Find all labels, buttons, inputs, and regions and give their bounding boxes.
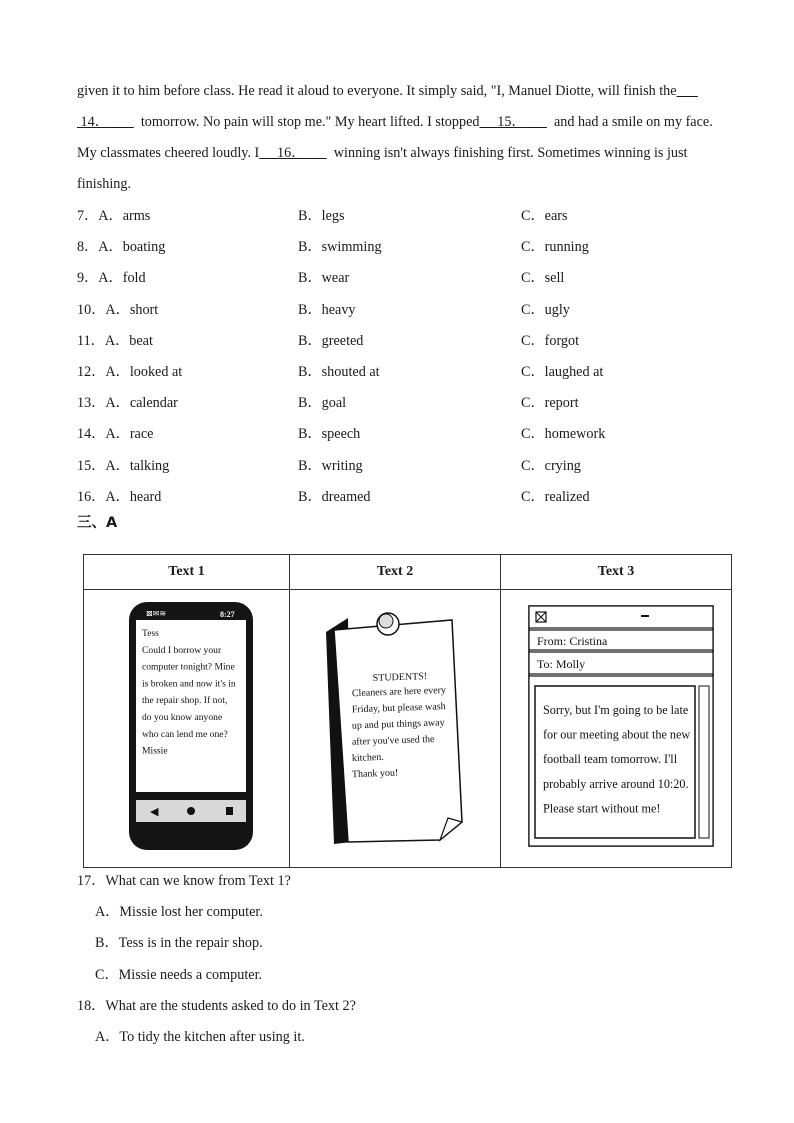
email-image xyxy=(501,590,731,862)
text-line: kitchen. xyxy=(351,751,385,764)
question-number: 11． xyxy=(77,332,105,349)
passage-line-4: finishing. xyxy=(77,176,131,192)
blank-14: 14． xyxy=(80,114,109,130)
text-line: Missie xyxy=(142,745,168,757)
text-line: do you know anyone xyxy=(142,712,223,723)
answer-option[interactable]: A．To tidy the kitchen after using it. xyxy=(95,1028,305,1045)
text-line: Tess xyxy=(142,628,159,639)
questions xyxy=(77,866,737,1053)
option-a xyxy=(77,482,161,513)
option-a xyxy=(77,451,169,482)
text-line: for our meeting about the new xyxy=(543,727,691,742)
question-number: 16． xyxy=(77,488,106,505)
option-a xyxy=(77,263,146,294)
option-c: C．ugly xyxy=(521,301,570,318)
option-b: B．legs xyxy=(298,208,345,224)
option-c: C．sell xyxy=(521,270,565,287)
text-line: Please start without me! xyxy=(543,801,661,816)
text-line: Cleaners are here every xyxy=(351,684,447,700)
email-scrollbar[interactable] xyxy=(699,686,709,838)
answer-option[interactable]: C．Missie needs a computer. xyxy=(95,966,263,983)
option-a-text: A．boating xyxy=(98,239,166,256)
option-a-text: A．heard xyxy=(105,488,162,505)
option-a xyxy=(77,201,150,232)
texts-table xyxy=(83,554,732,868)
question-stem: 18．What are the students asked to do in Text 2? xyxy=(77,997,356,1014)
section-title: 三、A xyxy=(77,515,118,531)
option-a xyxy=(77,295,158,326)
option-row xyxy=(77,482,737,513)
text-line: Sorry, but I'm going to be late xyxy=(543,703,689,717)
passage-line-1: given it to him before class. He read it aloud to everyone. It simply said, "I, Manuel Diotte, will finish the xyxy=(77,83,677,99)
header-text-1: Text 1 xyxy=(84,555,290,590)
option-c: C．ears xyxy=(521,208,568,224)
question-stem: 17．What can we know from Text 1? xyxy=(77,873,291,889)
option-a-text: A．calendar xyxy=(105,395,178,412)
header-text-3: Text 3 xyxy=(501,555,732,590)
question-number: 9． xyxy=(77,270,99,287)
option-a xyxy=(77,419,153,450)
question-number: 13． xyxy=(77,395,106,412)
text-line: Thank you! xyxy=(351,767,399,781)
option-row xyxy=(77,326,737,357)
option-a-text: A．talking xyxy=(105,457,170,474)
phone-time: 8:27 xyxy=(220,610,235,619)
option-row xyxy=(77,232,737,263)
text-line: Friday, but please wash xyxy=(351,701,446,716)
option-a xyxy=(77,326,153,357)
option-a-text: A．fold xyxy=(98,270,146,287)
option-b: B．greeted xyxy=(298,332,364,349)
option-a-text: A．looked at xyxy=(105,363,183,380)
passage-line-3: My classmates cheered loudly. I 16． winning isn't always finishing first. Sometimes winning is just xyxy=(77,145,688,161)
text-line: STUDENTS! xyxy=(372,671,428,684)
answer-option[interactable]: A．Missie lost her computer. xyxy=(95,904,263,921)
text-line: Could I borrow your xyxy=(142,644,222,656)
option-a-text: A．arms xyxy=(98,208,151,224)
option-a-text: A．race xyxy=(105,426,154,443)
option-b: B．dreamed xyxy=(298,488,371,505)
option-b: B．shouted at xyxy=(298,363,380,380)
text-1-cell xyxy=(84,590,290,868)
question-number: 12． xyxy=(77,363,106,380)
recent-apps-icon xyxy=(226,807,233,815)
option-a xyxy=(77,388,178,419)
option-row xyxy=(77,295,737,326)
option-b: B．wear xyxy=(298,270,350,287)
option-a xyxy=(77,232,165,263)
question-number: 8． xyxy=(77,239,99,256)
blank-15: 15． xyxy=(497,114,526,130)
email-from: From: Cristina xyxy=(537,634,608,648)
text-line: is broken and now it's in xyxy=(142,678,236,690)
option-c: C．laughed at xyxy=(521,363,604,380)
email-to: To: Molly xyxy=(537,657,586,671)
notice-image xyxy=(290,590,500,862)
option-b: B．writing xyxy=(298,457,363,474)
option-b: B．heavy xyxy=(298,301,356,318)
text-line: football team tomorrow. I'll xyxy=(543,752,678,767)
option-c: C．forgot xyxy=(521,332,580,349)
option-row xyxy=(77,451,737,482)
back-icon: ◀ xyxy=(150,806,159,818)
option-a xyxy=(77,357,182,388)
text-2-cell xyxy=(290,590,501,868)
option-c: C．report xyxy=(521,395,579,412)
text-line: up and put things away xyxy=(351,717,445,732)
home-icon xyxy=(187,807,195,815)
option-b: B．speech xyxy=(298,426,361,443)
option-b: B．goal xyxy=(298,395,347,412)
option-c: C．running xyxy=(521,239,589,256)
option-a-text: A．beat xyxy=(104,332,153,349)
text-line: probably arrive around 10:20. xyxy=(543,776,689,791)
text-line: computer tonight? Mine xyxy=(142,661,235,673)
options-list xyxy=(77,201,737,513)
question-number: 14． xyxy=(77,426,106,443)
question-number: 15． xyxy=(77,457,106,474)
question-number: 10． xyxy=(77,301,106,318)
option-row xyxy=(77,388,737,419)
option-c: C．homework xyxy=(521,426,606,443)
text-line: who can lend me one? xyxy=(142,728,228,740)
option-row xyxy=(77,357,737,388)
phone-image xyxy=(84,590,289,862)
text-3-cell xyxy=(501,590,732,868)
passage xyxy=(77,76,737,200)
option-row xyxy=(77,419,737,450)
option-row xyxy=(77,201,737,232)
option-c: C．realized xyxy=(521,488,590,505)
option-a-text: A．short xyxy=(105,301,159,318)
answer-option[interactable]: B．Tess is in the repair shop. xyxy=(95,935,263,952)
option-b: B．swimming xyxy=(298,239,382,256)
passage-line-2: 14． tomorrow. No pain will stop me." My heart lifted. I stopped 15． and had a smile on my face. xyxy=(80,114,713,130)
phone-status-icons: ⊠✉≋ xyxy=(146,609,167,618)
option-c: C．crying xyxy=(521,457,581,474)
text-line: the repair shop. If not, xyxy=(142,695,228,707)
text-line: after you've used the xyxy=(351,733,435,748)
option-row xyxy=(77,263,737,294)
header-text-2: Text 2 xyxy=(290,555,501,590)
question-number: 7． xyxy=(77,208,99,224)
blank-16: 16． xyxy=(277,145,306,161)
